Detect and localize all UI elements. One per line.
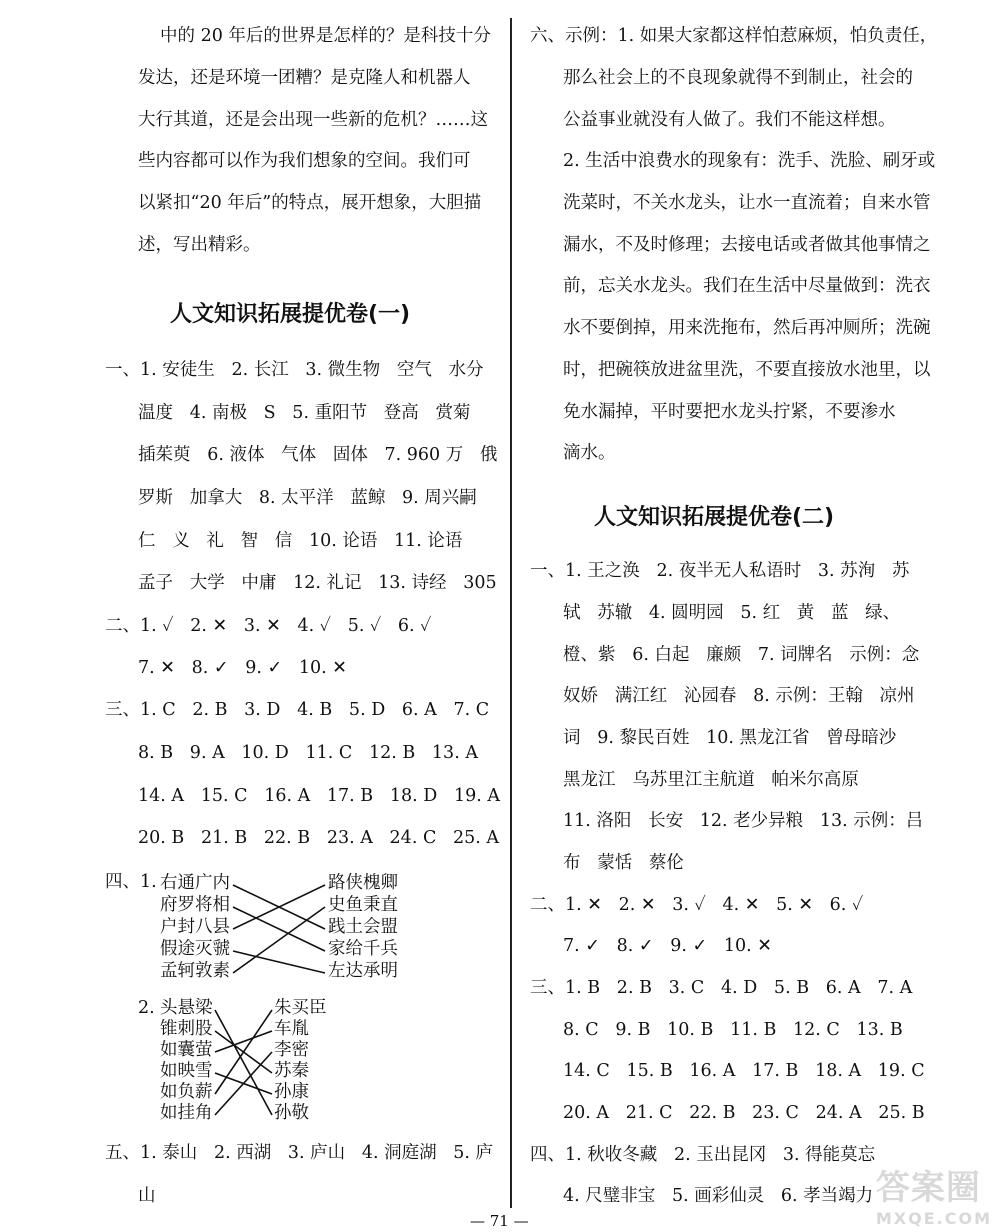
answer-line: 三、1. C 2. B 3. D 4. B 5. D 6. A 7. C xyxy=(105,700,490,720)
answer-line: 2. 生活中浪费水的现象有：洗手、洗脸、刷牙或 xyxy=(563,151,936,171)
match1-right-item: 史鱼秉直 xyxy=(328,895,398,915)
answer-line: 孟子 大学 中庸 12. 礼记 13. 诗经 305 xyxy=(138,573,497,593)
sec4-2-label: 2. xyxy=(138,998,155,1018)
answer-line: 六、示例：1. 如果大家都这样怕惹麻烦，怕负责任， xyxy=(530,26,938,46)
match2-left-item: 如映雪 xyxy=(160,1061,213,1081)
match-line xyxy=(233,907,325,973)
answer-line: 那么社会上的不良现象就得不到制止，社会的 xyxy=(563,68,913,88)
answer-line: 词 9. 黎民百姓 10. 黑龙江省 曾母暗沙 xyxy=(563,728,897,748)
answer-line: 仁 义 礼 智 信 10. 论语 11. 论语 xyxy=(138,531,463,551)
match2-left-item: 如负薪 xyxy=(160,1082,213,1102)
answer-line: 橙、紫 6. 白起 廉颇 7. 词牌名 示例：念 xyxy=(563,645,920,665)
answer-line: 14. A 15. C 16. A 17. B 18. D 19. A xyxy=(138,786,500,806)
answer-line: 五、1. 泰山 2. 西湖 3. 庐山 4. 洞庭湖 5. 庐 xyxy=(105,1143,494,1163)
page-number: — 71 — xyxy=(470,1212,529,1230)
answer-line: 20. B 21. B 22. B 23. A 24. C 25. A xyxy=(138,828,500,848)
match1-right-item: 路侠槐卿 xyxy=(328,873,398,893)
answer-line: 8. C 9. B 10. B 11. B 12. C 13. B xyxy=(563,1020,903,1040)
match2-right-item: 孙康 xyxy=(274,1082,309,1102)
match-line xyxy=(215,1010,272,1094)
match2-right-item: 李密 xyxy=(274,1040,309,1060)
match1-right-item: 践土会盟 xyxy=(328,917,398,937)
section-title-2: 人文知识拓展提优卷(二) xyxy=(594,505,835,530)
match1-right-item: 家给千兵 xyxy=(328,939,398,959)
answer-line: 水不要倒掉，用来洗拖布，然后再冲厕所；洗碗 xyxy=(563,318,931,338)
match-line xyxy=(233,951,325,973)
match1-left-item: 孟轲敦素 xyxy=(160,961,230,981)
intro-line: 以紧扣“20 年后”的特点，展开想象，大胆描 xyxy=(138,193,482,213)
intro-line: 述，写出精彩。 xyxy=(138,235,261,255)
answer-line: 罗斯 加拿大 8. 太平洋 蓝鲸 9. 周兴嗣 xyxy=(138,488,477,508)
answer-line: 四、1. 秋收冬藏 2. 玉出昆冈 3. 得能莫忘 xyxy=(530,1145,876,1165)
answer-line: 奴娇 满江红 沁园春 8. 示例：王翰 凉州 xyxy=(563,686,915,706)
match1-left-item: 假途灭虢 xyxy=(160,939,230,959)
answer-line: 一、1. 安徒生 2. 长江 3. 微生物 空气 水分 xyxy=(105,360,484,380)
match1-left-item: 右通广内 xyxy=(160,873,230,893)
answer-line: 时，把碗筷放进盆里洗，不要直接放水池里，以 xyxy=(563,360,931,380)
match2-left-item: 头悬梁 xyxy=(160,998,213,1018)
answer-line: 滴水。 xyxy=(563,443,616,463)
match2-left-item: 锥刺股 xyxy=(160,1019,213,1039)
answer-line: 一、1. 王之涣 2. 夜半无人私语时 3. 苏洵 苏 xyxy=(530,561,910,581)
answer-line: 14. C 15. B 16. A 17. B 18. A 19. C xyxy=(563,1061,925,1081)
match2-right-item: 苏秦 xyxy=(274,1061,309,1081)
answer-line: 山 xyxy=(138,1186,156,1206)
answer-line: 前，忘关水龙头。我们在生活中尽量做到：洗衣 xyxy=(563,276,931,296)
match2-right-item: 朱买臣 xyxy=(274,998,327,1018)
answer-line: 洗菜时，不关水龙头，让水一直流着；自来水管 xyxy=(563,193,931,213)
answer-line: 二、1. ✕ 2. ✕ 3. ✓ 4. ✕ 5. ✕ 6. ✓ xyxy=(530,895,864,915)
match2-right-item: 孙敬 xyxy=(274,1103,309,1123)
answer-line: 黑龙江 乌苏里江主航道 帕米尔高原 xyxy=(563,770,859,790)
answer-line: 公益事业就没有人做了。我们不能这样想。 xyxy=(563,110,896,130)
intro-line: 中的 20 年后的世界是怎样的？是科技十分 xyxy=(160,26,491,46)
intro-line: 些内容都可以作为我们想象的空间。我们可 xyxy=(138,151,471,171)
answer-line: 8. B 9. A 10. D 11. C 12. B 13. A xyxy=(138,743,478,763)
match-line xyxy=(233,907,325,951)
match1-right-item: 左达承明 xyxy=(328,961,398,981)
answer-line: 免水漏掉，平时要把水龙头拧紧，不要渗水 xyxy=(563,402,896,422)
match-line xyxy=(215,1031,272,1052)
answer-line: 11. 洛阳 长安 12. 老少异粮 13. 示例：吕 xyxy=(563,811,924,831)
intro-line: 大行其道，还是会出现一些新的危机？……这 xyxy=(138,110,488,130)
answer-line: 轼 苏辙 4. 圆明园 5. 红 黄 蓝 绿、 xyxy=(563,603,901,623)
match1-left-item: 户封八县 xyxy=(160,917,230,937)
answer-line: 20. A 21. C 22. B 23. C 24. A 25. B xyxy=(563,1103,925,1123)
match2-left-item: 如囊萤 xyxy=(160,1040,213,1060)
watermark-logo xyxy=(876,1160,992,1228)
answer-line: 漏水，不及时修理；去接电话或者做其他事情之 xyxy=(563,235,931,255)
answer-line: 7. ✓ 8. ✓ 9. ✓ 10. ✕ xyxy=(563,936,772,956)
match2-left-item: 如挂角 xyxy=(160,1103,213,1123)
answer-line: 三、1. B 2. B 3. C 4. D 5. B 6. A 7. A xyxy=(530,978,913,998)
answer-line: 温度 4. 南极 S 5. 重阳节 登高 赏菊 xyxy=(138,403,471,423)
watermark-sub: MXQE.COM xyxy=(875,1209,992,1228)
answer-line: 7. ✕ 8. ✓ 9. ✓ 10. ✕ xyxy=(138,658,347,678)
section-title-1: 人文知识拓展提优卷(一) xyxy=(170,302,411,327)
answer-line: 布 蒙恬 蔡伦 xyxy=(563,853,684,873)
sec4-label: 四、1. xyxy=(105,872,157,892)
match2-right-item: 车胤 xyxy=(274,1019,309,1039)
intro-line: 发达，还是环境一团糟？是克隆人和机器人 xyxy=(138,68,471,88)
match1-left-item: 府罗将相 xyxy=(160,895,230,915)
watermark-main: 答案圈 xyxy=(875,1168,981,1208)
answer-line: 二、1. ✓ 2. ✕ 3. ✕ 4. ✓ 5. ✓ 6. ✓ xyxy=(105,616,432,636)
answer-line: 4. 尺璧非宝 5. 画彩仙灵 6. 孝当竭力 xyxy=(563,1186,874,1206)
answer-line: 插茱萸 6. 液体 气体 固体 7. 960 万 俄 xyxy=(138,445,498,465)
